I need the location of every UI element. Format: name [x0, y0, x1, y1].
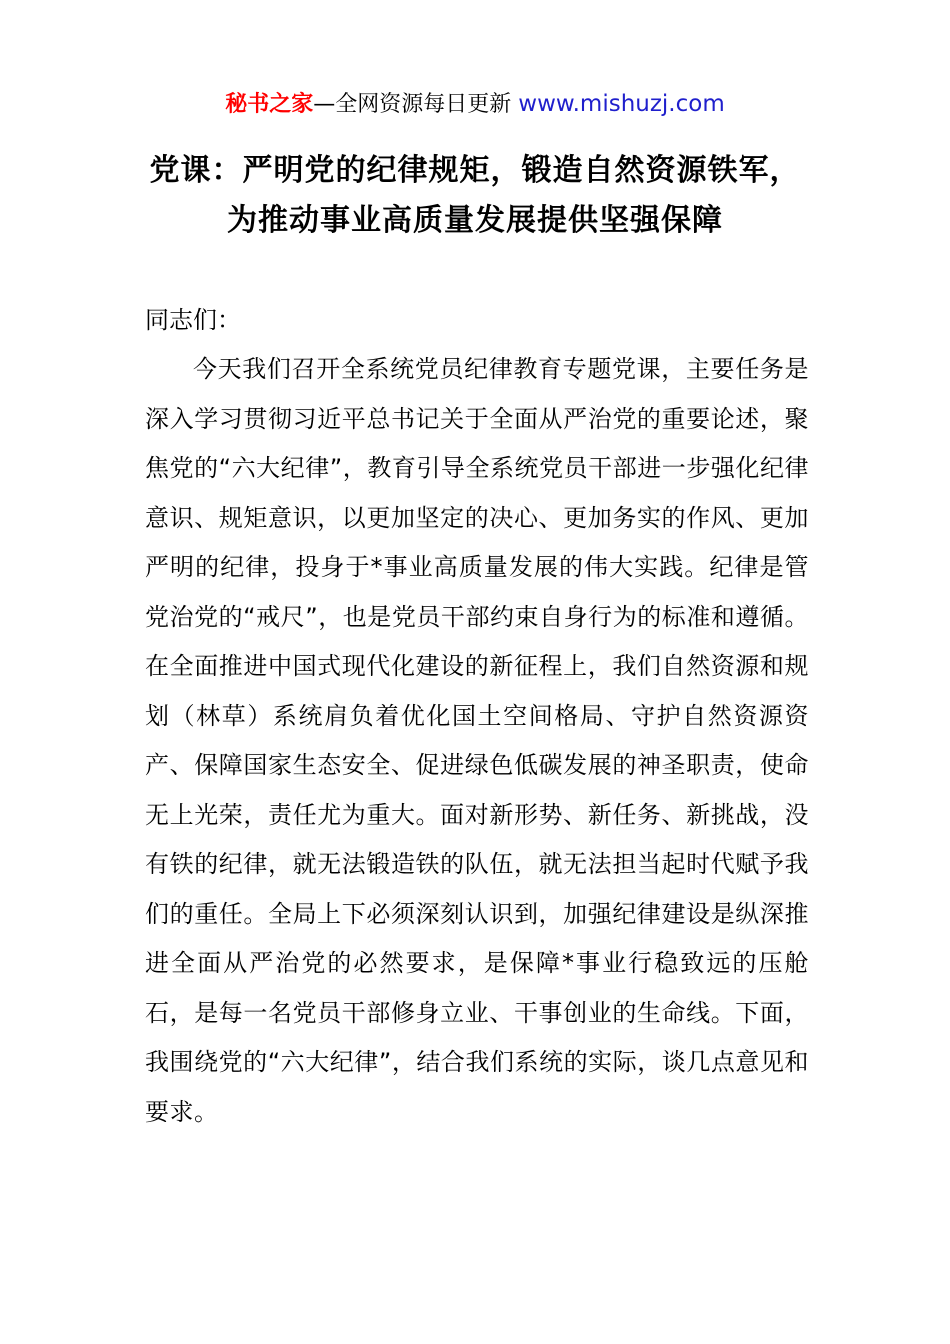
document-title: 党课：严明党的纪律规矩，锻造自然资源铁军，为推动事业高质量发展提供坚强保障: [149, 153, 801, 238]
brand-name: 秘书之家: [225, 92, 314, 117]
body-paragraph: 今天我们召开全系统党员纪律教育专题党课，主要任务是深入学习贯彻习近平总书记关于全面从严治党的重要论述，聚焦党的“六大纪律”，教育引导全系统党员干部进一步强化纪律意识、规矩意识，以更加坚定的决心、更加务实的作风、更加严明的纪律，投身于*事业高质量发展的伟大实践。纪律是管党治党的“戒尺”，也是党员干部约束自身行为的标准和遵循。在全面推进中国式现代化建设的新征程上，我们自然资源和规划（林草）系统肩负着优化国土空间格局、守护自然资源资产、保障国家生态安全、促进绿色低碳发展的神圣职责，使命无上光荣，责任尤为重大。面对新形势、新任务、新挑战，没有铁的纪律，就无法锻造铁的队伍，就无法担当起时代赋予我们的重任。全局上下必须深刻认识到，加强纪律建设是纵深推进全面从严治党的必然要求，是保障*事业行稳致远的压舱石，是每一名党员干部修身立业、干事创业的生命线。下面，我围绕党的“六大纪律”，结合我们系统的实际，谈几点意见和要求。: [145, 355, 809, 1126]
header-tagline: —全网资源每日更新: [313, 92, 512, 117]
site-url-link[interactable]: www.mishuzj.com: [518, 91, 725, 117]
site-header: [0, 88, 950, 121]
salutation: 同志们：: [145, 306, 241, 334]
